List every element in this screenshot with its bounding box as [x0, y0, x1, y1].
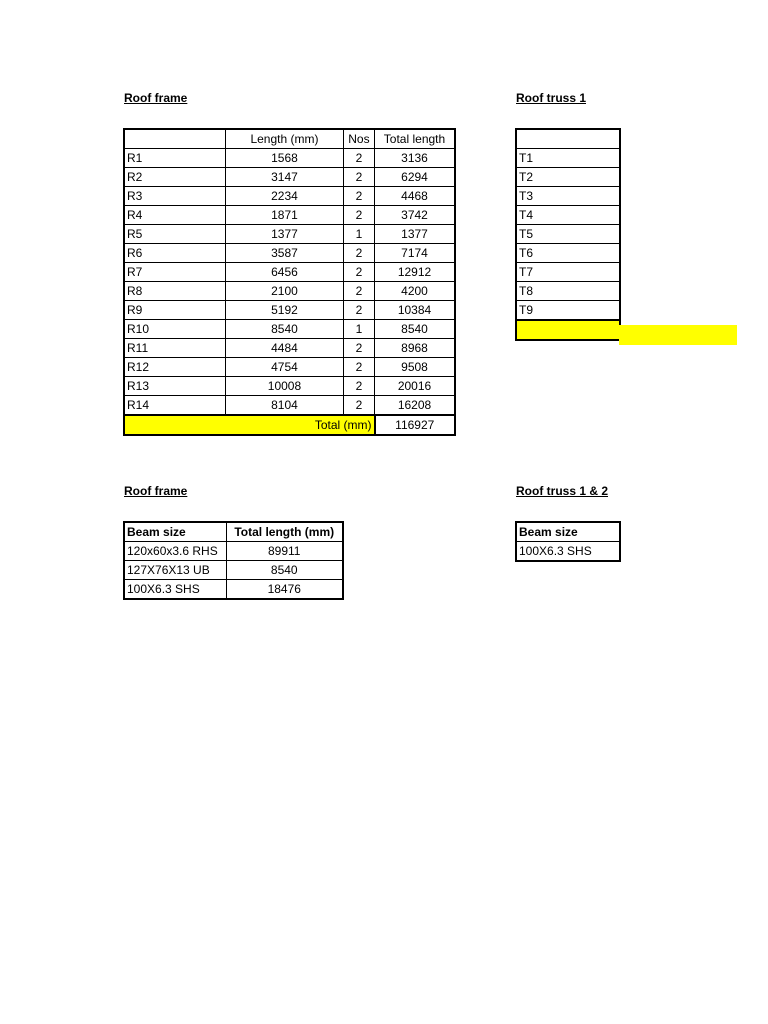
total-row	[124, 415, 455, 435]
member-id-cell: R3	[124, 187, 226, 206]
total-label: Total (mm)	[124, 415, 375, 435]
length-cell: 1871	[226, 206, 344, 225]
header-cell	[516, 129, 620, 149]
member-id-cell: R12	[124, 358, 226, 377]
total-length-cell: 9508	[375, 358, 456, 377]
truss-id-cell: T5	[516, 225, 620, 244]
header-cell: Nos	[343, 129, 374, 149]
nos-cell: 2	[343, 206, 374, 225]
total-length-cell: 20016	[375, 377, 456, 396]
table-row	[124, 263, 455, 282]
roof-truss-1-heading: Roof truss 1	[516, 91, 587, 105]
table-row	[516, 301, 620, 321]
truss-id-cell: T7	[516, 263, 620, 282]
total-length-cell: 3136	[375, 149, 456, 168]
beam-total-length-cell: 89911	[226, 542, 343, 561]
table-row	[124, 377, 455, 396]
table-row	[124, 320, 455, 339]
total-length-cell: 3742	[375, 206, 456, 225]
table-row	[516, 187, 620, 206]
table-row	[124, 187, 455, 206]
member-id-cell: R14	[124, 396, 226, 416]
member-id-cell: R2	[124, 168, 226, 187]
beam-total-length-cell: 8540	[226, 561, 343, 580]
length-cell: 6456	[226, 263, 344, 282]
length-cell: 8540	[226, 320, 344, 339]
member-id-cell: R4	[124, 206, 226, 225]
table-row	[124, 561, 343, 580]
total-row	[516, 320, 620, 340]
member-id-cell: R8	[124, 282, 226, 301]
truss-id-cell: T4	[516, 206, 620, 225]
table-row	[124, 542, 343, 561]
table-row	[124, 358, 455, 377]
table-row	[124, 225, 455, 244]
length-cell: 4754	[226, 358, 344, 377]
table-row	[124, 580, 343, 600]
total-length-cell: 7174	[375, 244, 456, 263]
nos-cell: 2	[343, 244, 374, 263]
beam-summary-table	[123, 521, 344, 600]
truss-id-cell: T9	[516, 301, 620, 321]
nos-cell: 2	[343, 168, 374, 187]
header-cell	[124, 129, 226, 149]
truss-id-cell: T6	[516, 244, 620, 263]
beam-size-cell: 127X76X13 UB	[124, 561, 226, 580]
total-length-cell: 6294	[375, 168, 456, 187]
table-header-row	[516, 129, 620, 149]
table-row	[516, 149, 620, 168]
nos-cell: 2	[343, 187, 374, 206]
nos-cell: 2	[343, 396, 374, 416]
length-cell: 2234	[226, 187, 344, 206]
truss-beam-table	[515, 521, 621, 562]
table-header-row	[516, 522, 620, 542]
member-id-cell: R7	[124, 263, 226, 282]
total-length-cell: 1377	[375, 225, 456, 244]
nos-cell: 2	[343, 301, 374, 320]
header-cell: Length (mm)	[226, 129, 344, 149]
table-row	[516, 542, 620, 562]
total-length-cell: 4200	[375, 282, 456, 301]
nos-cell: 2	[343, 263, 374, 282]
table-header-row	[124, 522, 343, 542]
header-cell: Total length (mm)	[226, 522, 343, 542]
truss-id-cell: T1	[516, 149, 620, 168]
total-length-cell: 4468	[375, 187, 456, 206]
header-cell: Beam size	[516, 522, 620, 542]
length-cell: 8104	[226, 396, 344, 416]
nos-cell: 2	[343, 358, 374, 377]
table-row	[124, 301, 455, 320]
roof-frame-table	[123, 128, 456, 436]
truss-id-cell: T2	[516, 168, 620, 187]
table-row	[124, 168, 455, 187]
member-id-cell: R5	[124, 225, 226, 244]
member-id-cell: R10	[124, 320, 226, 339]
length-cell: 1568	[226, 149, 344, 168]
header-cell: Beam size	[124, 522, 226, 542]
table-row	[516, 244, 620, 263]
beam-total-length-cell: 18476	[226, 580, 343, 600]
member-id-cell: R13	[124, 377, 226, 396]
nos-cell: 2	[343, 149, 374, 168]
roof-frame-summary-heading: Roof frame	[124, 484, 188, 498]
member-id-cell: R11	[124, 339, 226, 358]
roof-truss-1-table	[515, 128, 621, 341]
member-id-cell: R9	[124, 301, 226, 320]
table-row	[124, 149, 455, 168]
member-id-cell: R1	[124, 149, 226, 168]
table-row	[516, 206, 620, 225]
highlight-fill	[619, 325, 737, 345]
member-id-cell: R6	[124, 244, 226, 263]
table-row	[124, 396, 455, 416]
total-length-cell: 10384	[375, 301, 456, 320]
table-row	[516, 225, 620, 244]
beam-size-cell: 120x60x3.6 RHS	[124, 542, 226, 561]
total-value: 116927	[375, 415, 456, 435]
table-row	[124, 339, 455, 358]
truss-id-cell: T3	[516, 187, 620, 206]
header-cell: Total length	[375, 129, 456, 149]
beam-size-cell: 100X6.3 SHS	[516, 542, 620, 562]
length-cell: 3147	[226, 168, 344, 187]
table-row	[516, 282, 620, 301]
roof-frame-heading: Roof frame	[124, 91, 188, 105]
roof-truss-1-2-heading: Roof truss 1 & 2	[516, 484, 609, 498]
table-header-row	[124, 129, 455, 149]
nos-cell: 2	[343, 282, 374, 301]
length-cell: 4484	[226, 339, 344, 358]
length-cell: 5192	[226, 301, 344, 320]
nos-cell: 1	[343, 225, 374, 244]
table-row	[124, 206, 455, 225]
beam-size-cell: 100X6.3 SHS	[124, 580, 226, 600]
table-row	[516, 168, 620, 187]
table-row	[124, 244, 455, 263]
nos-cell: 1	[343, 320, 374, 339]
table-row	[516, 263, 620, 282]
truss-id-cell: T8	[516, 282, 620, 301]
nos-cell: 2	[343, 339, 374, 358]
table-row	[124, 282, 455, 301]
truss-total-cell	[516, 320, 620, 340]
total-length-cell: 12912	[375, 263, 456, 282]
total-length-cell: 8968	[375, 339, 456, 358]
nos-cell: 2	[343, 377, 374, 396]
total-length-cell: 16208	[375, 396, 456, 416]
length-cell: 10008	[226, 377, 344, 396]
length-cell: 3587	[226, 244, 344, 263]
total-length-cell: 8540	[375, 320, 456, 339]
length-cell: 2100	[226, 282, 344, 301]
length-cell: 1377	[226, 225, 344, 244]
